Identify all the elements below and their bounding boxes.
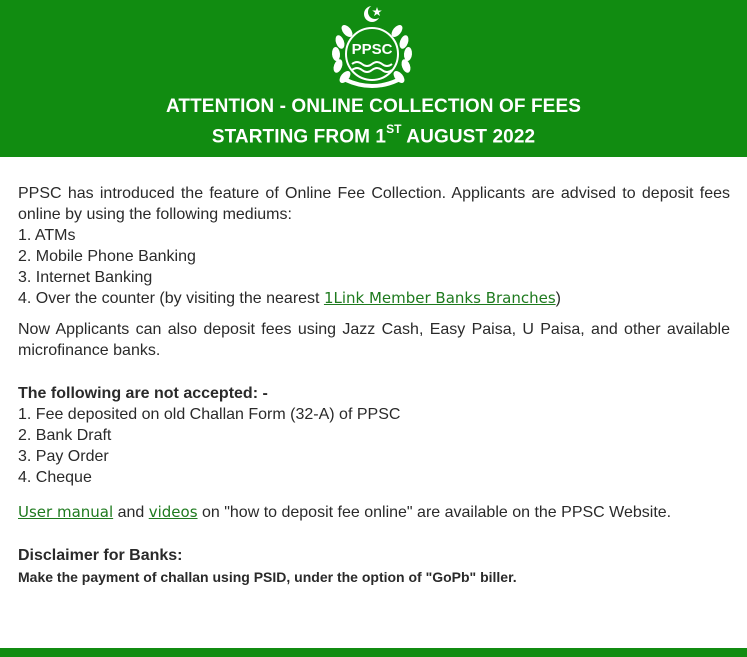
alternatives-paragraph: Now Applicants can also deposit fees using Jazz Cash, Easy Paisa, U Paisa, and other available microfinance banks. (18, 321, 730, 359)
list-item: 3. Pay Order (18, 448, 109, 465)
list-item: 4. Cheque (18, 469, 92, 486)
ppsc-logo (322, 2, 422, 94)
disclaimer-heading: Disclaimer for Banks: (18, 547, 183, 564)
title-line-2: STARTING FROM 1ST AUGUST 2022 (211, 122, 536, 148)
list-item: 4. Over the counter (by visiting the nearest 1Link Member Banks Branches) (18, 289, 561, 307)
title-line-1: ATTENTION - ONLINE COLLECTION OF FEES (165, 96, 581, 117)
manual-paragraph: User manual and videos on "how to deposit fee online" are available on the PPSC Website. (18, 503, 672, 521)
list-item: 3. Internet Banking (18, 269, 153, 286)
mediums-list (18, 225, 730, 309)
not-accepted-list (18, 404, 730, 488)
intro-paragraph: PPSC has introduced the feature of Online Fee Collection. Applicants are advised to deposit fees online by using the following mediums: (18, 185, 730, 223)
list-item: 1. ATMs (18, 227, 76, 244)
member-banks-link[interactable]: 1Link Member Banks Branches (323, 289, 556, 307)
videos-link[interactable]: videos (148, 503, 198, 521)
list-item: 1. Fee deposited on old Challan Form (32-A) of PPSC (18, 406, 401, 423)
notice-content (18, 183, 730, 588)
not-accepted-heading: The following are not accepted: - (18, 385, 268, 402)
list-item: 2. Bank Draft (18, 427, 112, 444)
header-banner (0, 0, 747, 157)
footer-bar (0, 648, 747, 657)
disclaimer-text: Make the payment of challan using PSID, under the option of "GoPb" biller. (18, 569, 517, 585)
logo-text: PPSC (351, 41, 393, 58)
title-superscript: ST (386, 122, 402, 136)
list-item: 2. Mobile Phone Banking (18, 248, 196, 265)
user-manual-link[interactable]: User manual (18, 503, 114, 521)
